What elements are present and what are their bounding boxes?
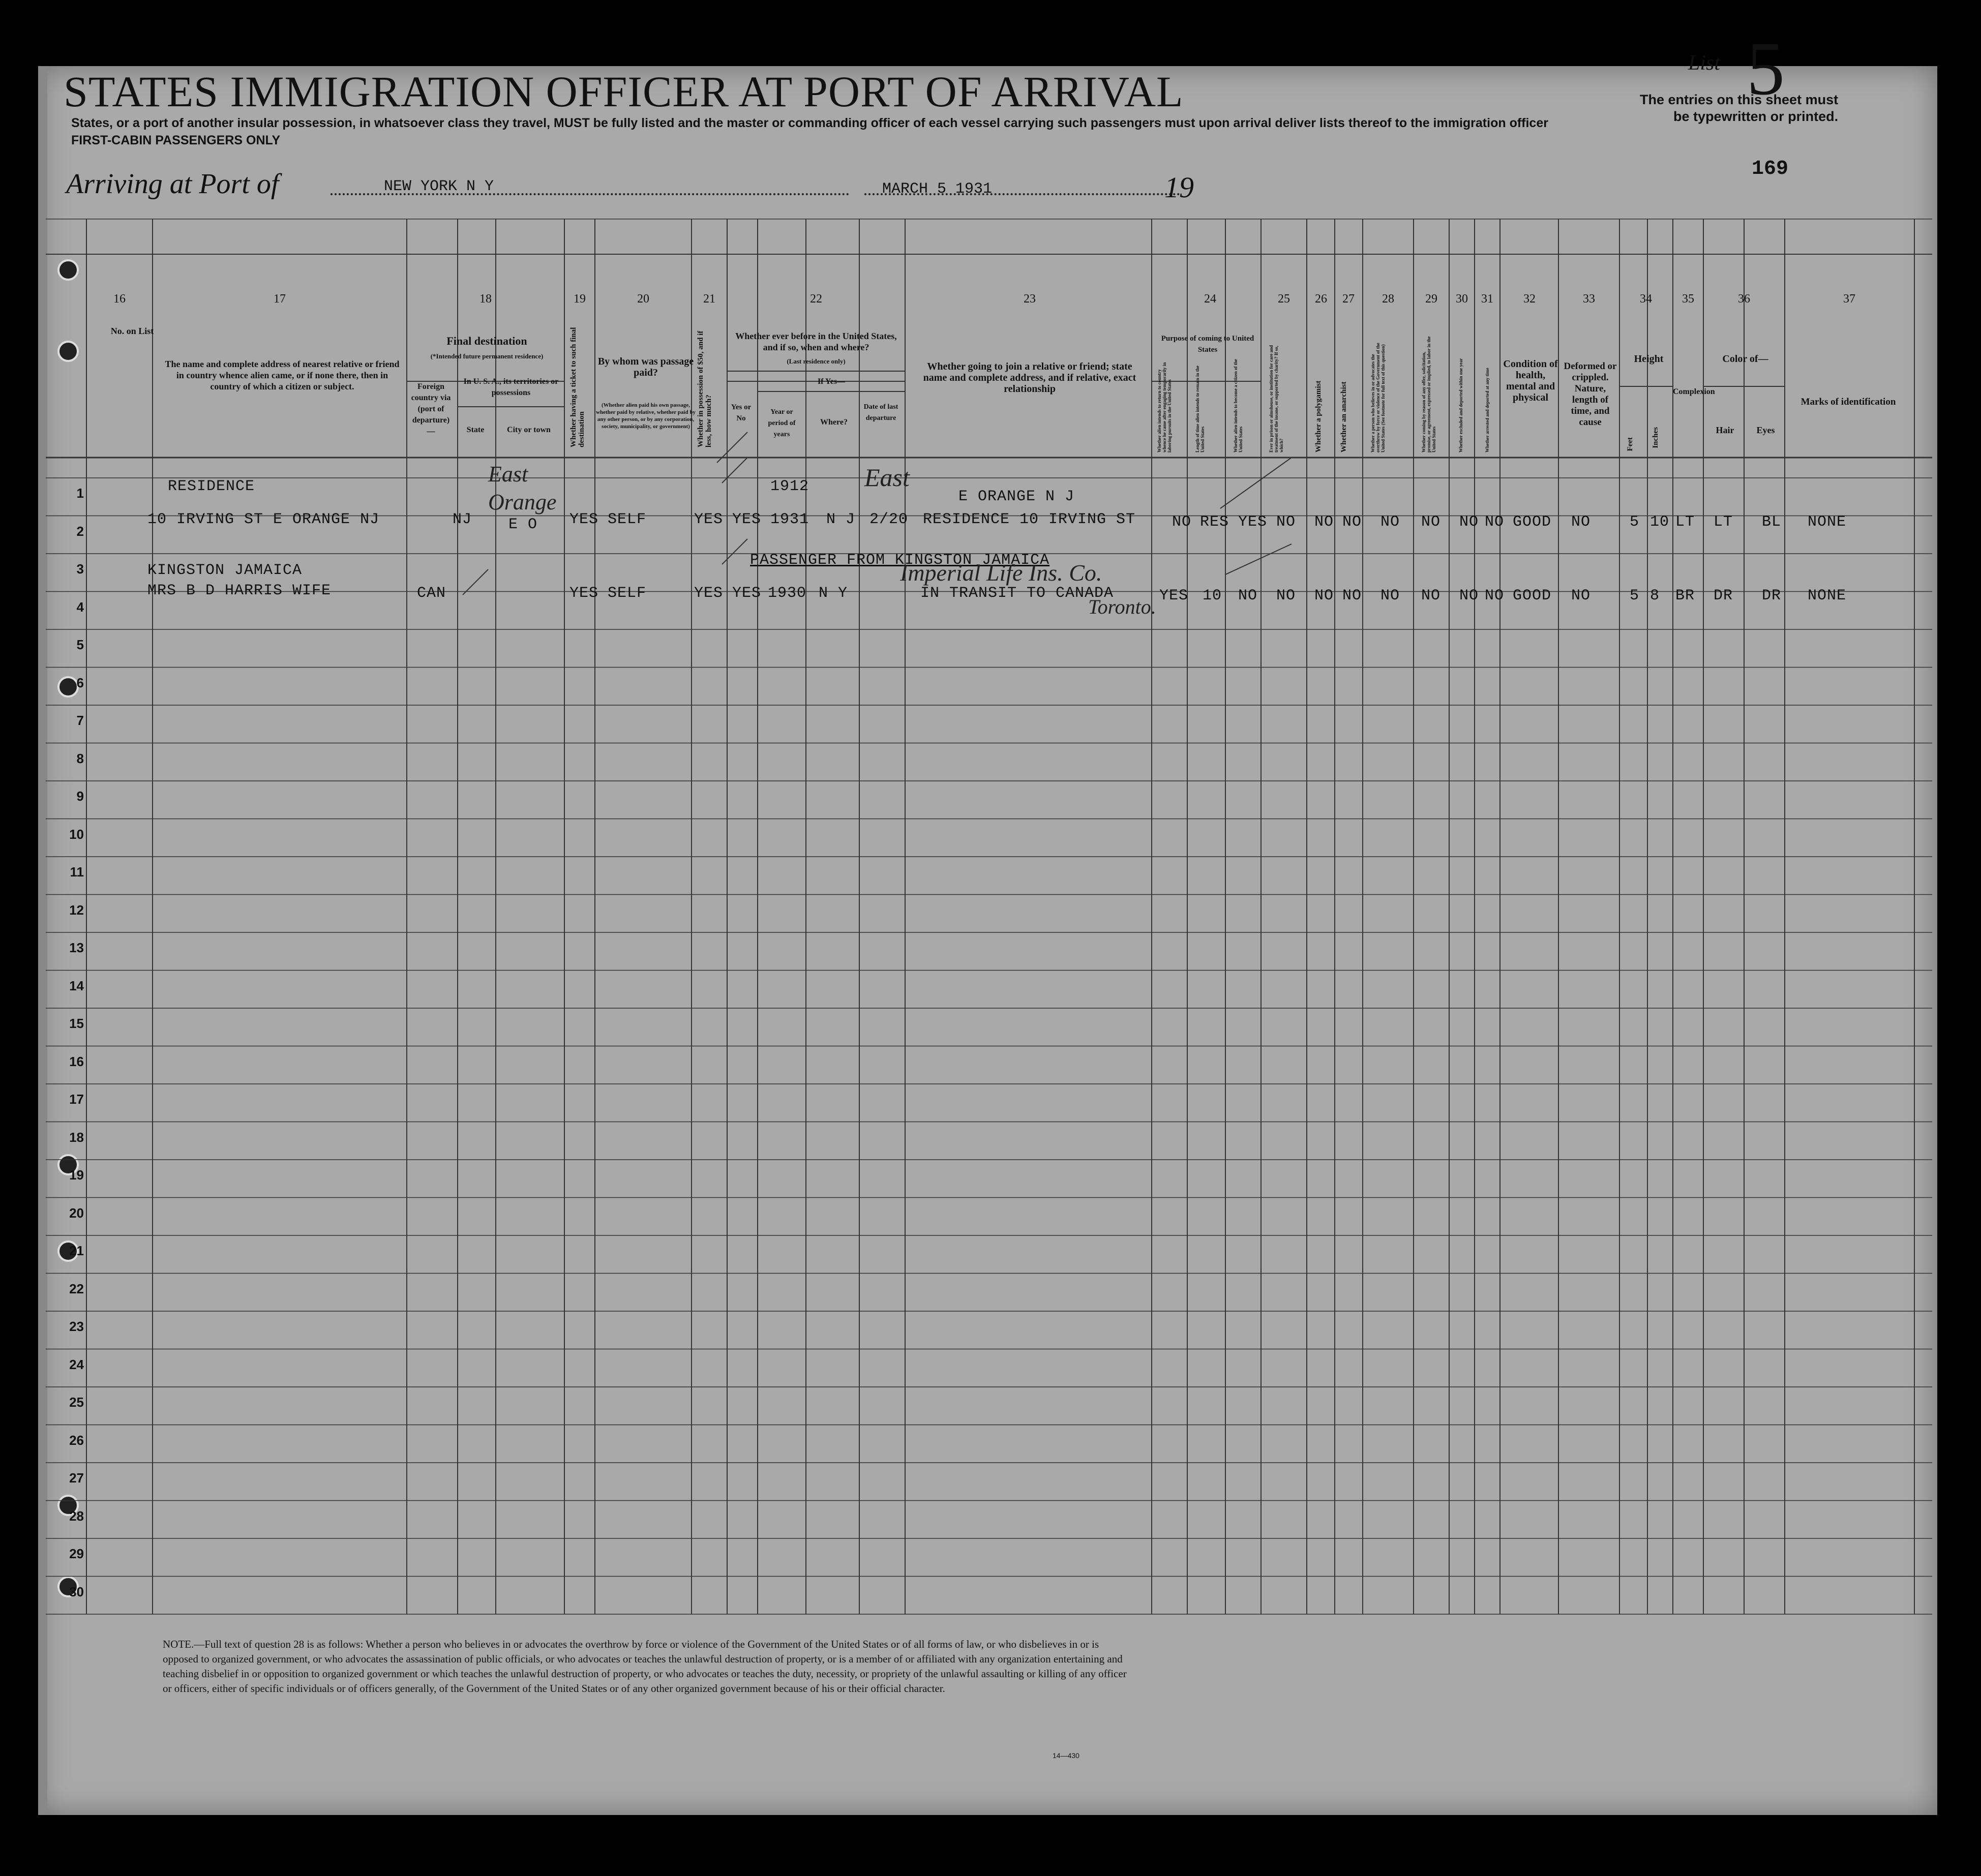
row-number: 1: [76, 486, 84, 501]
r1-deformed: NO: [1571, 513, 1591, 531]
r1-q31: NO: [1485, 513, 1505, 531]
col25-header: Ever in prison or almshouse, or institution for care and treatment of the insane, or supported by charity? If so, which?: [1269, 345, 1284, 452]
r1-eyes: BL: [1762, 513, 1782, 531]
footnote: NOTE.—Full text of question 28 is as follows: Whether a person who believes in or advocates the overthrow by force or violence of the Government of the United States or of all forms of law, or who disbelieves in or is opposed to organized government, or who advocates the assassination of public officials, or who advocates or teaches the unlawful destruction of property, or is a member of or affiliated with any organization entertaining and teaching disbelief in or opposition to organized government or which teaches the unlawful destruction of property, or who advocates or teaches the duty, necessity, or propriety of the unlawful assaulting or killing of any officer or officers, either of specific individuals or of officers generally, of the Government of the United States or of any other organized government because of his or their official character.: [163, 1638, 1127, 1695]
row-number: 20: [69, 1205, 84, 1221]
class-line: FIRST-CABIN PASSENGERS ONLY: [71, 133, 281, 147]
col22-ifyes: If Yes—: [817, 377, 846, 386]
r1-anarchist: NO: [1342, 513, 1362, 531]
row-number: 26: [69, 1432, 84, 1448]
row-number: 13: [69, 940, 84, 955]
col28-header: Whether a person who believes in or advocates the overthrow by force or violence of the Government of the United States (See footnote for full text of this question): [1370, 343, 1386, 452]
row-number: 21: [69, 1243, 84, 1258]
row-number: 22: [69, 1281, 84, 1296]
row-number: 2: [76, 523, 84, 539]
col37-header: Marks of identification: [1800, 397, 1896, 407]
r1-join-line1: E ORANGE N J: [958, 488, 1075, 505]
col20-header: By whom was passage paid?: [597, 356, 694, 378]
column-number: 22: [810, 292, 822, 306]
r1-marks: NONE: [1808, 513, 1847, 531]
row-number: 4: [76, 599, 84, 615]
col18-header: Final destination: [446, 335, 527, 347]
col30-header: Whether excluded and deported within one year: [1458, 358, 1463, 452]
r1-hair: LT: [1714, 513, 1733, 531]
r3-hair: DR: [1714, 587, 1733, 604]
r3-money: YES: [694, 585, 724, 602]
col22-yesno: Yes or No: [731, 403, 752, 422]
row-number: 19: [69, 1167, 84, 1183]
r3-foreign-port: CAN: [417, 585, 446, 602]
r1-relative-line1: RESIDENCE: [168, 478, 255, 495]
r1-q28: NO: [1380, 513, 1400, 531]
r3-year: 1930: [768, 585, 807, 602]
col29-header: Whether coming by reason of any offer, solicitation, promise, or agreement, expressed or implied, to labor in the United States: [1421, 336, 1436, 452]
date-value: MARCH 5 1931: [882, 180, 993, 198]
col26-header: Whether a polygamist: [1314, 380, 1323, 452]
column-number: 35: [1682, 292, 1694, 306]
col23-header: Whether going to join a relative or friend; state name and complete address, and if relative, exact relationship: [923, 361, 1136, 395]
form-number: 14—430: [1053, 1751, 1079, 1760]
r1-where: N J: [826, 511, 856, 528]
column-number: 28: [1382, 292, 1394, 306]
form-title: STATES IMMIGRATION OFFICER AT PORT OF ARRIVAL: [64, 67, 1184, 116]
col35-header: Complexion: [1673, 387, 1715, 396]
r1-been-before: YES: [732, 511, 762, 528]
r1-city: E O: [508, 516, 538, 533]
r1-year: 1931: [770, 511, 809, 528]
r3-height-inches: 8: [1650, 587, 1660, 604]
row-number: 24: [69, 1356, 84, 1372]
r3-been-before: YES: [732, 585, 762, 602]
column-number: 27: [1342, 292, 1355, 306]
r1-state: NJ: [453, 511, 472, 528]
col19-header: Whether having a ticket to such final destination: [569, 327, 586, 447]
column-number: 23: [1024, 292, 1036, 306]
column-number: 18: [479, 292, 492, 306]
col34-header: Height: [1634, 353, 1664, 365]
r3-q30: NO: [1459, 587, 1479, 604]
list-number: 5: [1747, 26, 1785, 111]
column-number: 31: [1481, 292, 1493, 306]
row-number: 25: [69, 1395, 84, 1410]
r1-q29: NO: [1421, 513, 1441, 531]
row-number: 11: [70, 864, 84, 880]
row-number: 16: [69, 1053, 84, 1069]
r3-eyes: DR: [1762, 587, 1782, 604]
col22-year: Year or period of years: [768, 408, 796, 438]
col24a-header: Whether alien intends to return to country whence he came after engaging temporarily in laboring pursuits in the United States: [1157, 362, 1172, 452]
r3-length: 10: [1203, 587, 1222, 604]
col21-header: Whether in possession of $50, and if less, how much?: [697, 330, 713, 447]
row-number: 17: [69, 1092, 84, 1107]
r3-return: YES: [1159, 587, 1189, 604]
col22-where: Where?: [820, 418, 848, 427]
grid-line: [1225, 544, 1292, 574]
row-number: 6: [76, 675, 84, 690]
row-number: 30: [69, 1584, 84, 1599]
r3-deformed: NO: [1571, 587, 1591, 604]
list-note: [1640, 92, 1838, 125]
column-number: 16: [113, 292, 126, 306]
r3-join: IN TRANSIT TO CANADA: [920, 585, 1114, 602]
r1-polygamist: NO: [1314, 513, 1334, 531]
column-number: 34: [1640, 292, 1652, 306]
col31-header: Whether arrested and deported at any time: [1485, 368, 1490, 452]
r3-where: N Y: [819, 585, 848, 602]
col22-header: Whether ever before in the United States, and if so, when and where?: [735, 331, 897, 352]
grid-line: [722, 458, 747, 483]
r3-complexion: BR: [1675, 587, 1695, 604]
row-number: 29: [69, 1546, 84, 1561]
col18-foreign-header: Foreign country via (port of departure)—: [411, 382, 451, 436]
r1-paid-by: SELF: [608, 511, 647, 528]
arriving-label: Arriving at Port of: [66, 168, 279, 200]
row-number: 27: [69, 1470, 84, 1486]
row-number: 28: [69, 1508, 84, 1524]
r3-citizen: NO: [1238, 587, 1258, 604]
row-number: 14: [69, 978, 84, 993]
row-number: 15: [69, 1016, 84, 1031]
col24-header: Purpose of coming to United States: [1161, 335, 1254, 354]
r1-length: RES: [1200, 513, 1229, 531]
r1-relative-line2: 10 IRVING ST E ORANGE NJ: [147, 511, 380, 528]
r1-q30: NO: [1459, 513, 1479, 531]
row-number: 18: [69, 1129, 84, 1145]
page-number: 169: [1752, 158, 1789, 180]
r1-join-line2: RESIDENCE 10 IRVING ST: [923, 511, 1136, 528]
col18-subheader: (*Intended future permanent residence): [430, 352, 544, 360]
col22-subheader: (Last residence only): [787, 357, 846, 365]
list-note-line-1: The entries on this sheet must: [1640, 92, 1839, 107]
r1-citizen: YES: [1238, 513, 1268, 531]
column-number: 25: [1278, 292, 1290, 306]
r1-year-handwritten: 1912: [770, 478, 809, 495]
col33-header: Deformed or crippled. Nature, length of time, and cause: [1564, 361, 1617, 428]
grid-line: [1220, 458, 1292, 508]
r3-paid-by: SELF: [608, 585, 647, 602]
column-number: 37: [1843, 292, 1855, 306]
row-number: 3: [76, 561, 84, 577]
col18-state-header: State: [466, 426, 485, 434]
r1-join-handwritten: East: [864, 463, 910, 492]
col16-header: No. on List: [110, 326, 154, 336]
r3-q31: NO: [1485, 587, 1505, 604]
r3-polygamist: NO: [1314, 587, 1334, 604]
form-intro: States, or a port of another insular possession, in whatsoever class they travel, MUST be fully listed and the master or commanding officer of each vessel carrying such passengers must upon arrival deliver lists thereof to the immigration officer: [71, 116, 1548, 130]
r1-complexion: LT: [1675, 513, 1695, 531]
r1-height-inches: 10: [1650, 513, 1670, 531]
row-number: 9: [76, 789, 84, 804]
column-number: 30: [1456, 292, 1468, 306]
list-note-line-2: be typewritten or printed.: [1673, 109, 1839, 124]
row-number: 12: [69, 902, 84, 918]
col20-subheader: (Whether alien paid his own passage, whether paid by relative, whether paid by any other person, or by any corporation, society, municipality, or government): [596, 402, 696, 430]
year-prefix: 19: [1164, 171, 1194, 204]
grid-line: [463, 569, 488, 595]
column-number: 21: [703, 292, 715, 306]
list-label: List: [1688, 51, 1721, 75]
col17-header: The name and complete address of nearest relative or friend in country whence alien came, or if none there, then in country of which a citizen or subject.: [165, 359, 400, 391]
column-number: 17: [274, 292, 286, 306]
col18-city-header: City or town: [507, 426, 551, 434]
row-number: 7: [76, 713, 84, 728]
col32-header: Condition of health, mental and physical: [1503, 358, 1558, 403]
col34-feet: Feet: [1626, 437, 1634, 451]
col36-eyes: Eyes: [1756, 425, 1775, 435]
column-number: 24: [1204, 292, 1216, 306]
r1-health: GOOD: [1513, 513, 1552, 531]
r3-anarchist: NO: [1342, 587, 1362, 604]
r3-health: GOOD: [1513, 587, 1552, 604]
col36-header: Color of—: [1722, 353, 1768, 365]
r1-prison: NO: [1276, 513, 1296, 531]
r1-departure: 2/20: [869, 511, 909, 528]
grid-line: [722, 539, 747, 564]
column-number: 36: [1738, 292, 1750, 306]
r3-q29: NO: [1421, 587, 1441, 604]
row-number: 23: [69, 1319, 84, 1334]
col18-usa-header: In U. S. A., its territories or possessions: [463, 377, 559, 397]
column-number: 20: [637, 292, 649, 306]
r3-prison: NO: [1276, 587, 1296, 604]
manifest-grid: [0, 219, 1981, 1619]
r3-marks: NONE: [1808, 587, 1847, 604]
r2-passenger-note: PASSENGER FROM KINGSTON JAMAICA: [750, 552, 1050, 569]
row-number: 10: [69, 826, 84, 842]
r3-ticket: YES: [569, 585, 599, 602]
row-number: 8: [76, 750, 84, 766]
col36-hair: Hair: [1716, 425, 1734, 435]
column-number: 19: [574, 292, 586, 306]
r1-return: NO: [1172, 513, 1192, 531]
column-number: 29: [1425, 292, 1437, 306]
col22-date: Date of last departure: [863, 403, 898, 422]
r3-q28: NO: [1380, 587, 1400, 604]
r3-relative-line2: MRS B D HARRIS WIFE: [147, 582, 332, 599]
r3-relative-line1: KINGSTON JAMAICA: [147, 562, 303, 579]
col34-inches: Inches: [1652, 427, 1660, 448]
r3-join-handwritten-2: Toronto.: [1088, 595, 1156, 618]
row-number: 5: [76, 637, 84, 652]
r1-money: YES: [694, 511, 724, 528]
column-number: 26: [1315, 292, 1327, 306]
col24c-header: Whether alien intends to become a citizen of the United States: [1233, 359, 1243, 452]
column-number: 32: [1523, 292, 1536, 306]
column-number: 33: [1583, 292, 1595, 306]
r3-join-handwritten: Imperial Life Ins. Co.: [900, 560, 1102, 586]
r3-height-feet: 5: [1630, 587, 1640, 604]
col27-header: Whether an anarchist: [1340, 381, 1348, 452]
r1-ticket: YES: [569, 511, 599, 528]
port-value: NEW YORK N Y: [384, 178, 494, 195]
r1-height-feet: 5: [1630, 513, 1640, 531]
col24b-header: Length of time alien intends to remain in the United States: [1195, 366, 1205, 452]
r1-city-handwritten: East Orange: [488, 462, 557, 515]
